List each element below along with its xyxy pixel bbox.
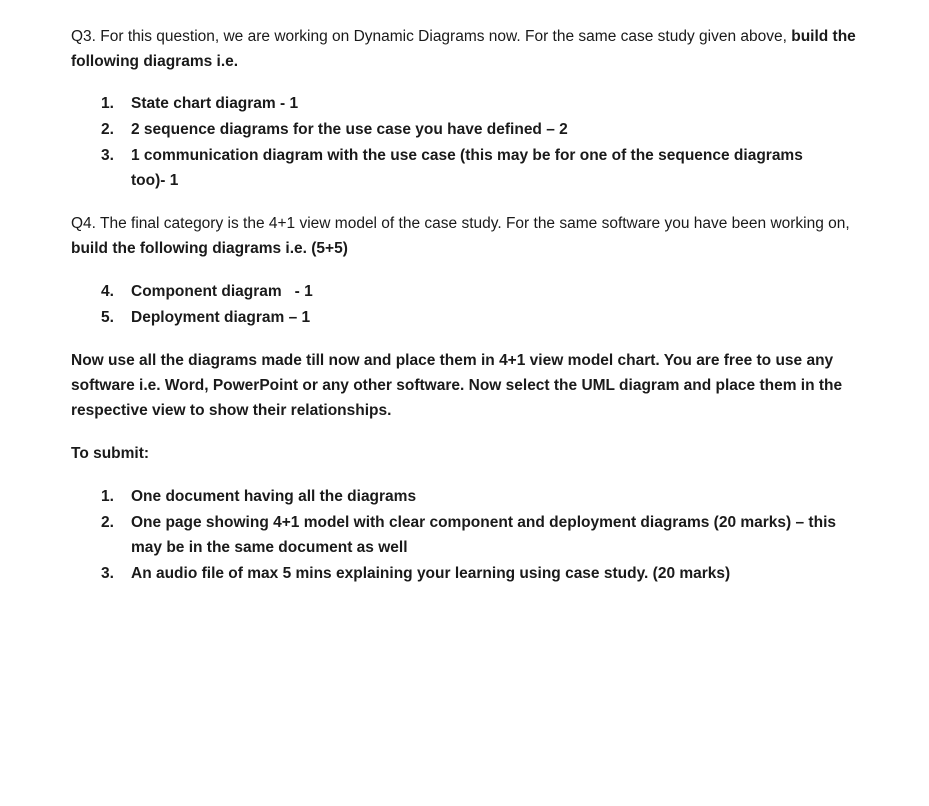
list-item: [101, 91, 841, 116]
list-item: [101, 305, 841, 330]
list-item-number: 2.: [101, 514, 114, 531]
list-item-number: 5.: [101, 309, 114, 326]
list-item: [101, 510, 841, 560]
list-item-text: 1 communication diagram with the use case (this may be for one of the sequence diagrams too)- 1: [131, 147, 803, 189]
list-item: [101, 117, 841, 142]
list-item-text: One document having all the diagrams: [131, 488, 417, 505]
list-item-number: 1.: [101, 488, 114, 505]
q4-intro-bold-text: build the following diagrams i.e. (5+5): [71, 240, 348, 257]
list-item-number: 1.: [101, 95, 114, 112]
list-item-text: Component diagram - 1: [131, 283, 313, 300]
list-item-number: 2.: [101, 121, 114, 138]
list-item: [101, 561, 841, 586]
list-item-number: 3.: [101, 565, 114, 582]
q4-intro-paragraph: [71, 211, 861, 261]
instruction-paragraph: Now use all the diagrams made till now and place them in 4+1 view model chart. You are free to use any software i.e. Word, PowerPoint or any other software. Now select the UML diagram and place them in the respective view to show their relationships.: [71, 352, 843, 419]
q3-intro-paragraph: [71, 24, 861, 74]
list-item-text: State chart diagram - 1: [131, 95, 299, 112]
list-item: [101, 143, 841, 193]
list-item-number: 4.: [101, 283, 114, 300]
list-item-number: 3.: [101, 147, 114, 164]
list-item: [101, 279, 841, 304]
list-item: [101, 484, 841, 509]
list-item-text: 2 sequence diagrams for the use case you have defined – 2: [131, 121, 568, 138]
list-item-text: An audio file of max 5 mins explaining your learning using case study. (20 marks): [131, 565, 731, 582]
list-item-text: Deployment diagram – 1: [131, 309, 311, 326]
list-item-text: One page showing 4+1 model with clear component and deployment diagrams (20 marks) – this may be in the same document as well: [131, 514, 836, 556]
q3-intro-bold-text: build the following diagrams i.e.: [71, 28, 856, 70]
q3-diagram-list: [101, 91, 841, 194]
submit-heading: To submit:: [71, 445, 150, 462]
q4-intro-text: Q4. The final category is the 4+1 view model of the case study. For the same software you have been working on,: [71, 215, 850, 232]
q4-diagram-list: [101, 279, 841, 331]
submit-list: [101, 484, 841, 587]
q3-intro-text: Q3. For this question, we are working on Dynamic Diagrams now. For the same case study given above,: [71, 28, 792, 45]
